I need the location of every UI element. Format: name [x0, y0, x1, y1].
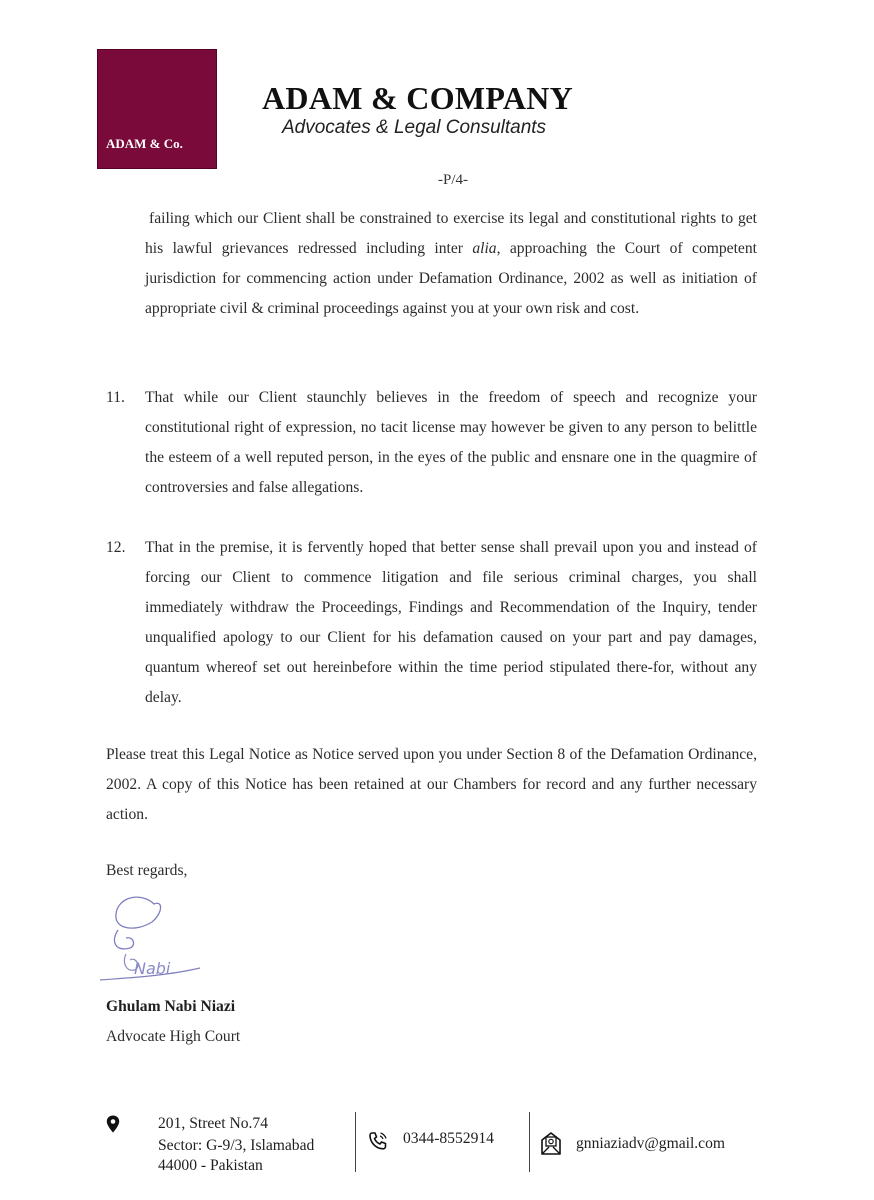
signatory-name: Ghulam Nabi Niazi: [106, 998, 236, 1015]
page-number: -P/4-: [438, 172, 468, 188]
footer-divider: [529, 1112, 530, 1172]
footer-divider: [355, 1112, 356, 1172]
item-12-number: 12.: [106, 539, 126, 556]
phone-icon: [368, 1131, 388, 1151]
signatory-title: Advocate High Court: [106, 1028, 241, 1045]
address-line-3: 44000 - Pakistan: [158, 1157, 263, 1174]
firm-logo: [97, 49, 217, 169]
email-address: gnniaziadv@gmail.com: [576, 1135, 726, 1152]
location-pin-icon: [106, 1115, 120, 1133]
signature: [96, 890, 208, 986]
email-icon: [540, 1130, 562, 1156]
notice-paragraph: Please treat this Legal Notice as Notice served upon you under Section 8 of the Defamation Ordinance, 2002. A copy of this Notice has been retained at our Chambers for record and any further necessary action.: [106, 746, 757, 823]
signature-text: Nabi: [134, 959, 171, 978]
address-line-1: 201, Street No.74: [158, 1115, 269, 1132]
paragraph-continuation-part2: , approaching the Court of competent jurisdiction for commencing action under Defamation Ordinance, 2002 as well as initiation of appropriate civil & criminal proceedings against you at your own risk and cost.: [145, 240, 757, 317]
firm-name: ADAM & COMPANY: [262, 80, 574, 116]
phone-number: 0344-8552914: [403, 1130, 494, 1147]
closing-regards: Best regards,: [106, 862, 188, 879]
paragraph-continuation-italic: alia: [472, 240, 497, 257]
item-11-text: That while our Client staunchly believes in the freedom of speech and recognize your constitutional right of expression, no tacit license may however be given to any person to belittle the esteem of a well reputed person, in the eyes of the public and ensnare one in the quagmire of controversies and false allegations.: [145, 389, 757, 496]
item-11-number: 11.: [106, 389, 125, 406]
paragraph-continuation-part1: failing which our Client shall be constrained to exercise its legal and constitutional rights to get his lawful grievances redressed including inter: [145, 210, 757, 257]
address-line-2: Sector: G-9/3, Islamabad: [158, 1137, 315, 1154]
logo-text: ADAM & Co.: [106, 136, 183, 151]
paragraph-continuation: [145, 204, 757, 324]
firm-tagline: Advocates & Legal Consultants: [282, 117, 547, 138]
item-12-text: That in the premise, it is fervently hoped that better sense shall prevail upon you and instead of forcing our Client to commence litigation and file serious criminal charges, you shall immediately withdraw the Proceedings, Findings and Recommendation of the Inquiry, tender unqualified apology to our Client for his defamation caused on your part and pay damages, quantum whereof set out hereinbefore within the time period stipulated there-for, without any delay.: [145, 539, 757, 706]
